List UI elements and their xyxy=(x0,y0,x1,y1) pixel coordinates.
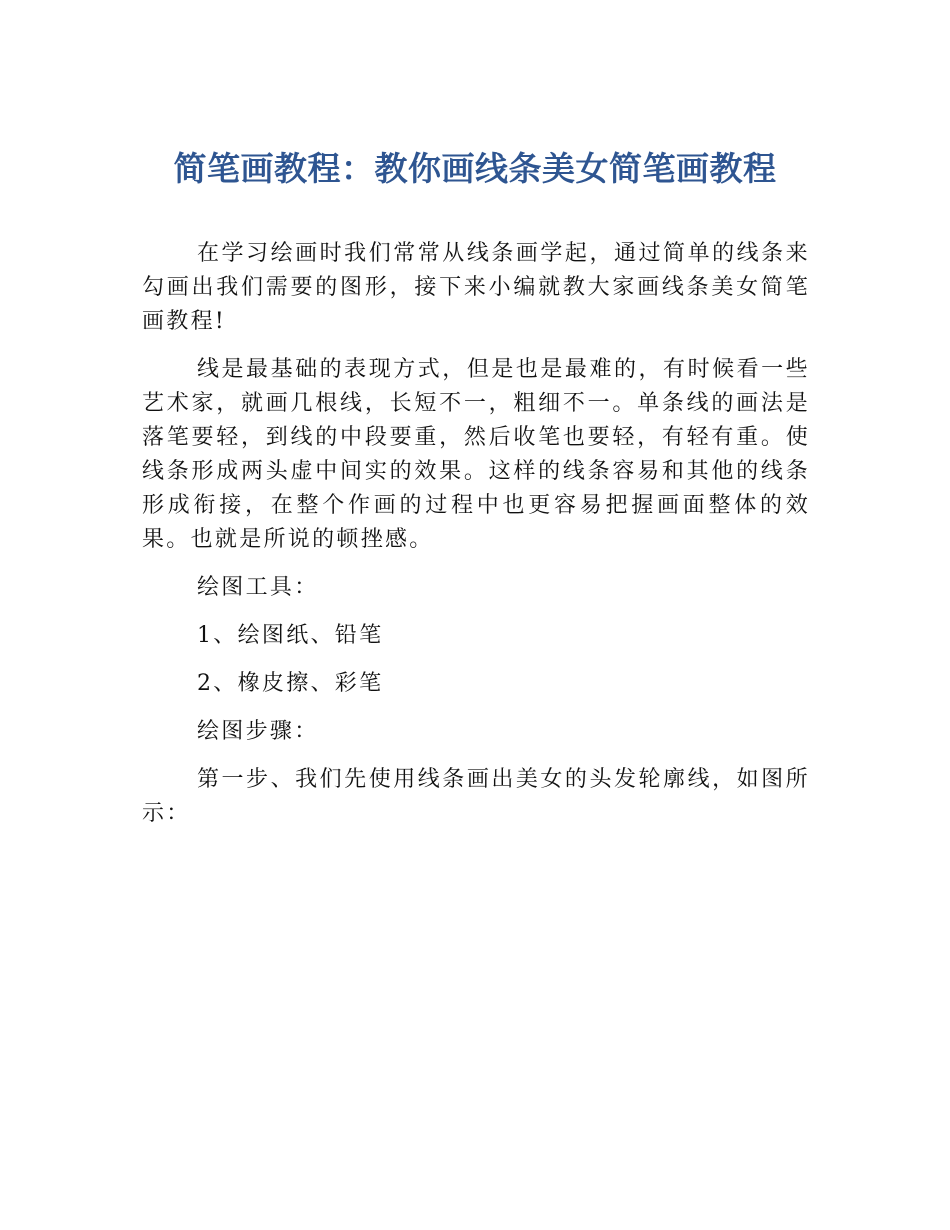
document-body xyxy=(142,237,810,845)
paragraph-step-1: 第一步、我们先使用线条画出美女的头发轮廓线，如图所示： xyxy=(142,767,810,826)
paragraph-line-technique: 线是最基础的表现方式，但是也是最难的，有时候看一些艺术家，就画几根线，长短不一，粗细不一。单条线的画法是落笔要轻，到线的中段要重，然后收笔也要轻，有轻有重。使线条形成两头虚中间实的效果。这样的线条容易和其他的线条形成衔接，在整个作画的过程中也更容易把握画面整体的效果。也就是所说的顿挫感。 xyxy=(142,357,810,552)
paragraph-intro: 在学习绘画时我们常常从线条画学起，通过简单的线条来勾画出我们需要的图形，接下来小编就教大家画线条美女简笔画教程! xyxy=(142,241,810,334)
paragraph-tool-item-1: 1、绘图纸、铅笔 xyxy=(197,623,384,648)
paragraph-tools-heading: 绘图工具： xyxy=(197,575,319,600)
paragraph-tool-item-2: 2、橡皮擦、彩笔 xyxy=(197,671,384,696)
document-title: 简笔画教程：教你画线条美女简笔画教程 xyxy=(173,149,777,188)
paragraph-steps-heading: 绘图步骤： xyxy=(197,719,319,744)
